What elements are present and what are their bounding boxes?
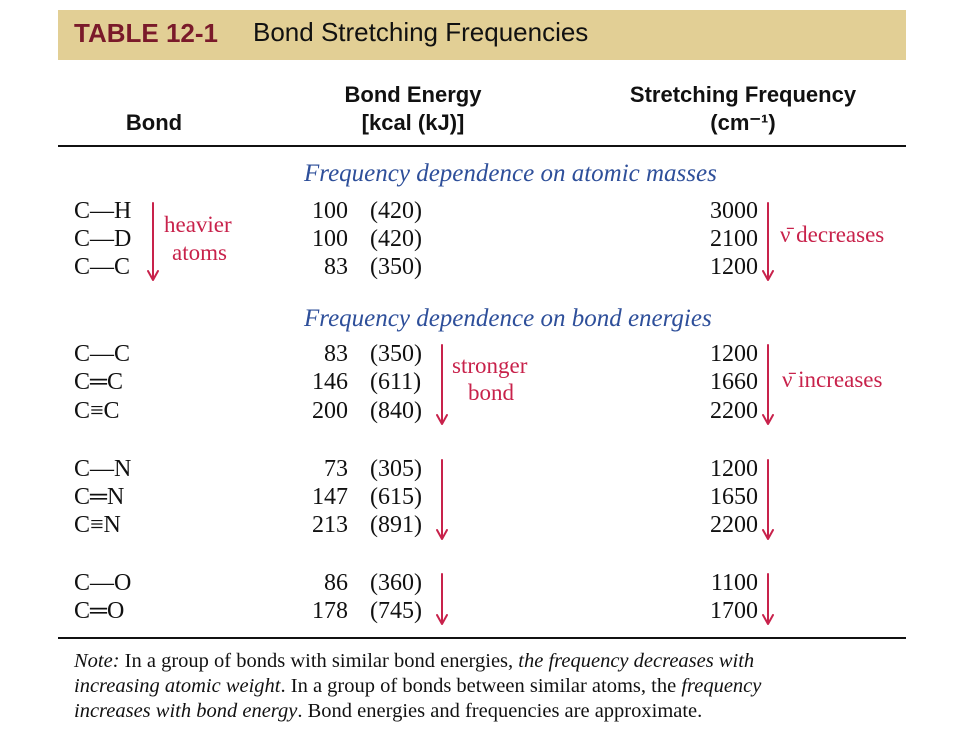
section-atomic-masses: Frequency dependence on atomic masses [304, 160, 717, 187]
header-energy-line2: [kcal (kJ)] [361, 110, 465, 135]
note-text: In a group of bonds with similar bond energies, [119, 650, 519, 672]
frequency-cell: 1100 [710, 570, 758, 596]
energy-kj: (611) [370, 369, 422, 395]
energy-kj: (745) [370, 598, 422, 624]
arrow-heavier-atoms [148, 203, 158, 280]
energy-kcal: 200 [312, 398, 348, 424]
energy-kcal: 83 [324, 341, 348, 367]
note-text: . Bond energies and frequencies are approximate. [297, 700, 703, 722]
bond-cell: C≡N [74, 512, 121, 538]
energy-kcal: 147 [312, 484, 348, 510]
frequency-cell: 1650 [710, 484, 758, 510]
frequency-cell: 1700 [710, 598, 758, 624]
energy-kj: (350) [370, 254, 422, 280]
energy-kj: (420) [370, 198, 422, 224]
bond-cell: C—C [74, 341, 131, 367]
note-label: Note: [74, 650, 120, 672]
energy-kcal: 73 [324, 456, 348, 482]
frequency-cell: 3000 [710, 198, 758, 224]
energy-kj: (360) [370, 570, 422, 596]
frequency-cell: 1200 [710, 456, 758, 482]
energy-kj: (840) [370, 398, 422, 424]
energy-kcal: 100 [312, 198, 348, 224]
section-bond-energies: Frequency dependence on bond energies [304, 305, 712, 332]
energy-kcal: 146 [312, 369, 348, 395]
arrow-cn-energy [437, 460, 447, 539]
frequency-cell: 1200 [710, 254, 758, 280]
bond-cell: C—H [74, 198, 132, 224]
frequency-cell: 1660 [710, 369, 758, 395]
note-line-3 [74, 700, 702, 723]
bond-cell: C═O [74, 598, 125, 624]
annotation-nu-increases: ν̄ increases [782, 367, 883, 392]
bond-cell: C═C [74, 369, 124, 395]
annotation-atoms: atoms [172, 240, 227, 265]
header-freq-line2: (cm⁻¹) [710, 110, 776, 135]
energy-kj: (891) [370, 512, 422, 538]
annotation-nu-decreases: ν̄ decreases [780, 222, 885, 247]
annotation-bond: bond [468, 380, 514, 405]
arrow-freq-decreases [763, 203, 773, 280]
header-freq-line1: Stretching Frequency [629, 82, 857, 107]
arrow-co-freq [763, 574, 773, 624]
energy-kj: (305) [370, 456, 422, 482]
arrow-cn-freq [763, 460, 773, 539]
annotation-heavier: heavier [164, 212, 232, 237]
header-bond: Bond [125, 110, 183, 135]
table-title: Bond Stretching Frequencies [253, 17, 589, 47]
energy-kj: (615) [370, 484, 422, 510]
note-emphasis: increasing atomic weight [74, 675, 281, 697]
table-label: TABLE 12-1 [74, 18, 218, 48]
energy-kcal: 178 [312, 598, 348, 624]
energy-kcal: 83 [324, 254, 348, 280]
note-line-2 [74, 675, 761, 698]
bond-cell: C—D [74, 226, 132, 252]
frequency-cell: 1200 [710, 341, 758, 367]
bond-cell: C—C [74, 254, 131, 280]
note-emphasis: the frequency decreases with [518, 650, 755, 672]
frequency-cell: 2200 [710, 512, 758, 538]
bond-cell: C═N [74, 484, 125, 510]
energy-kcal: 86 [324, 570, 348, 596]
note-emphasis: frequency [681, 675, 762, 697]
energy-kj: (420) [370, 226, 422, 252]
arrow-co-energy [437, 574, 447, 624]
note-emphasis: increases with bond energy [74, 700, 298, 722]
annotation-stronger: stronger [452, 353, 528, 378]
energy-kcal: 100 [312, 226, 348, 252]
frequency-cell: 2200 [710, 398, 758, 424]
bond-cell: C—N [74, 456, 132, 482]
note-line-1 [74, 650, 754, 673]
bond-cell: C—O [74, 570, 132, 596]
bond-cell: C≡C [74, 398, 120, 424]
frequency-cell: 2100 [710, 226, 758, 252]
arrow-stronger-bond [437, 345, 447, 424]
energy-kj: (350) [370, 341, 422, 367]
note-text: . In a group of bonds between similar atoms, the [280, 675, 682, 697]
energy-kcal: 213 [312, 512, 348, 538]
header-energy-line1: Bond Energy [344, 82, 482, 107]
arrow-freq-increases [763, 345, 773, 424]
